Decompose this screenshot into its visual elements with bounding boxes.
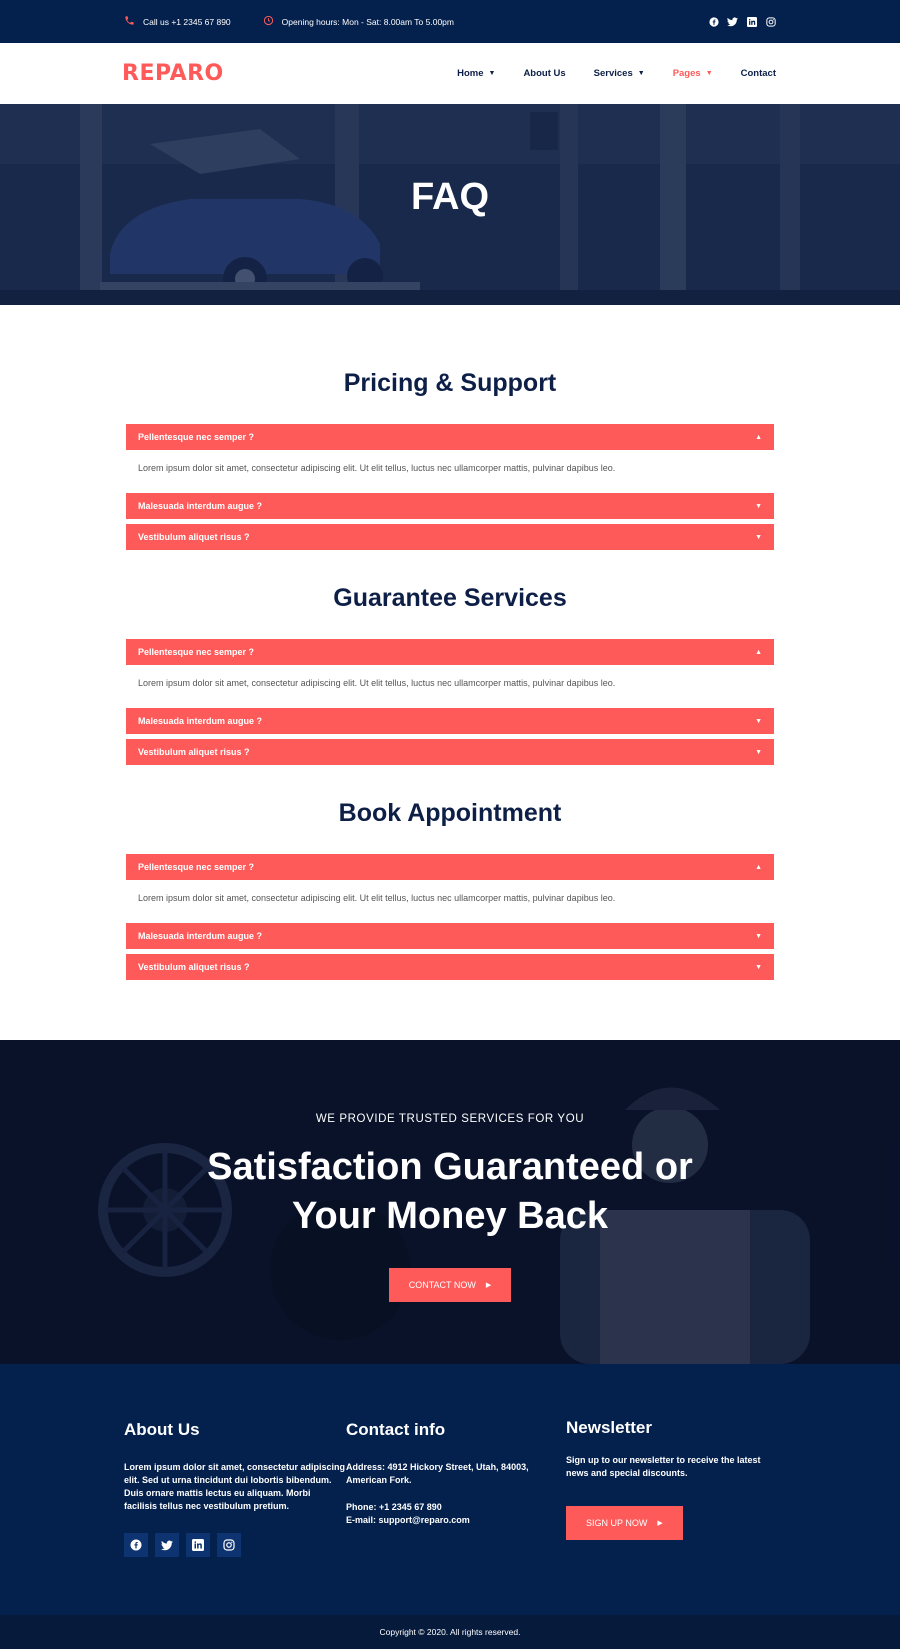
- chevron-right-icon: ▶: [657, 1520, 663, 1527]
- nav-label: Services: [593, 68, 633, 79]
- chevron-down-icon: ▼: [755, 748, 762, 756]
- site-footer: [0, 1364, 900, 1615]
- cta-headline-line-1: Satisfaction Guaranteed or: [207, 1146, 693, 1188]
- clock-icon: [263, 15, 274, 29]
- chevron-down-icon: ▼: [755, 533, 762, 541]
- twitter-icon[interactable]: [727, 16, 738, 27]
- accordion-question: Pellentesque nec semper ?: [138, 862, 255, 872]
- cta-headline-line-2: Your Money Back: [291, 1195, 609, 1237]
- linkedin-icon[interactable]: [186, 1533, 210, 1557]
- accordion-toggle[interactable]: [126, 854, 774, 880]
- instagram-icon[interactable]: [765, 16, 776, 27]
- chevron-down-icon: ▼: [755, 932, 762, 940]
- cta-headline: [0, 1143, 900, 1241]
- accordion-question: Malesuada interdum augue ?: [138, 931, 263, 941]
- facebook-icon[interactable]: [708, 16, 719, 27]
- accordion-toggle[interactable]: [126, 493, 774, 519]
- chevron-down-icon: ▼: [705, 70, 713, 77]
- accordion-question: Malesuada interdum augue ?: [138, 716, 263, 726]
- faq-area: [0, 305, 900, 1040]
- faq-section-pricing-support: [126, 369, 774, 550]
- chevron-up-icon: ▲: [755, 433, 762, 441]
- chevron-right-icon: ▶: [485, 1282, 492, 1289]
- accordion-toggle[interactable]: [126, 639, 774, 665]
- footer-address: Address: 4912 Hickory Street, Utah, 84003, American Fork.: [346, 1462, 529, 1485]
- phone-text: Call us +1 2345 67 890: [143, 16, 231, 27]
- section-heading: Pricing & Support: [343, 369, 557, 397]
- phone-icon: [124, 15, 135, 29]
- chevron-down-icon: ▼: [637, 70, 645, 77]
- footer-heading: Contact info: [346, 1420, 446, 1439]
- site-logo[interactable]: REPARO: [122, 61, 224, 86]
- accordion-question: Vestibulum aliquet risus ?: [138, 962, 250, 972]
- chevron-down-icon: ▼: [755, 717, 762, 725]
- footer-phone: Phone: +1 2345 67 890: [346, 1502, 442, 1512]
- nav-item-home[interactable]: [457, 68, 495, 79]
- nav-item-pages[interactable]: [673, 68, 713, 79]
- accordion-question: Vestibulum aliquet risus ?: [138, 747, 250, 757]
- accordion-question: Pellentesque nec semper ?: [138, 432, 255, 442]
- accordion-toggle[interactable]: [126, 708, 774, 734]
- sign-up-now-button[interactable]: [566, 1506, 683, 1540]
- phone-info: [124, 15, 231, 29]
- chevron-up-icon: ▲: [755, 648, 762, 656]
- newsletter-text: Sign up to our newsletter to receive the latest news and special discounts.: [566, 1455, 761, 1478]
- contact-now-button[interactable]: [389, 1268, 512, 1302]
- top-bar: [0, 0, 900, 43]
- section-heading: Book Appointment: [338, 799, 562, 827]
- twitter-icon[interactable]: [155, 1533, 179, 1557]
- footer-about: [124, 1420, 346, 1615]
- accordion-answer: Lorem ipsum dolor sit amet, consectetur adipiscing elit. Ut elit tellus, luctus nec ullamcorper mattis, pulvinar dapibus leo.: [138, 893, 616, 903]
- footer-social-links: [124, 1533, 346, 1557]
- chevron-down-icon: ▼: [755, 963, 762, 971]
- top-social-links: [708, 16, 776, 27]
- copyright-text: Copyright © 2020. All rights reserved.: [379, 1627, 521, 1637]
- copyright-bar: [0, 1615, 900, 1649]
- chevron-up-icon: ▲: [755, 863, 762, 871]
- top-bar-info: [124, 15, 454, 29]
- footer-contact-info: [346, 1420, 566, 1615]
- footer-heading: About Us: [124, 1420, 200, 1439]
- facebook-icon[interactable]: [124, 1533, 148, 1557]
- section-heading: Guarantee Services: [333, 584, 567, 612]
- accordion-question: Pellentesque nec semper ?: [138, 647, 255, 657]
- chevron-down-icon: ▼: [488, 70, 496, 77]
- footer-email[interactable]: E-mail: support@reparo.com: [346, 1515, 470, 1525]
- accordion-answer: Lorem ipsum dolor sit amet, consectetur adipiscing elit. Ut elit tellus, luctus nec ullamcorper mattis, pulvinar dapibus leo.: [138, 463, 616, 473]
- accordion-toggle[interactable]: [126, 954, 774, 980]
- nav-label: About Us: [523, 68, 566, 79]
- nav-label: Pages: [672, 68, 701, 79]
- cta-banner: [0, 1040, 900, 1364]
- faq-section-guarantee-services: [126, 584, 774, 765]
- accordion-toggle[interactable]: [126, 923, 774, 949]
- page-hero: [0, 104, 900, 305]
- accordion-question: Malesuada interdum augue ?: [138, 501, 263, 511]
- chevron-down-icon: ▼: [755, 502, 762, 510]
- hours-text: Opening hours: Mon - Sat: 8.00am To 5.00pm: [281, 16, 454, 27]
- linkedin-icon[interactable]: [746, 16, 757, 27]
- nav-item-contact[interactable]: [741, 68, 776, 79]
- nav-item-about-us[interactable]: [523, 68, 565, 79]
- accordion-question: Vestibulum aliquet risus ?: [138, 532, 250, 542]
- nav-label: Contact: [740, 68, 776, 79]
- cta-eyebrow: WE PROVIDE TRUSTED SERVICES FOR YOU: [315, 1113, 585, 1125]
- footer-about-text: Lorem ipsum dolor sit amet, consectetur adipiscing elit. Sed ut urna tincidunt dui lobortis bibendum. Duis ornare mattis lectus eu aliquam. Morbi facilisis tellus nec vestibulum pretium.: [124, 1462, 346, 1511]
- faq-section-book-appointment: [126, 799, 774, 980]
- hours-info: [263, 15, 454, 29]
- accordion-toggle[interactable]: [126, 524, 774, 550]
- nav-label: Home: [457, 68, 484, 79]
- instagram-icon[interactable]: [217, 1533, 241, 1557]
- button-label: CONTACT NOW: [408, 1280, 476, 1290]
- footer-heading: Newsletter: [566, 1418, 652, 1437]
- accordion-toggle[interactable]: [126, 424, 774, 450]
- nav-item-services[interactable]: [594, 68, 645, 79]
- accordion-toggle[interactable]: [126, 739, 774, 765]
- main-nav: [457, 68, 776, 79]
- accordion-answer: Lorem ipsum dolor sit amet, consectetur adipiscing elit. Ut elit tellus, luctus nec ullamcorper mattis, pulvinar dapibus leo.: [138, 678, 616, 688]
- footer-newsletter: [566, 1418, 766, 1615]
- cta-content: [0, 1113, 900, 1302]
- button-label: SIGN UP NOW: [586, 1518, 648, 1528]
- page-title: FAQ: [410, 176, 490, 218]
- site-header: [0, 43, 900, 104]
